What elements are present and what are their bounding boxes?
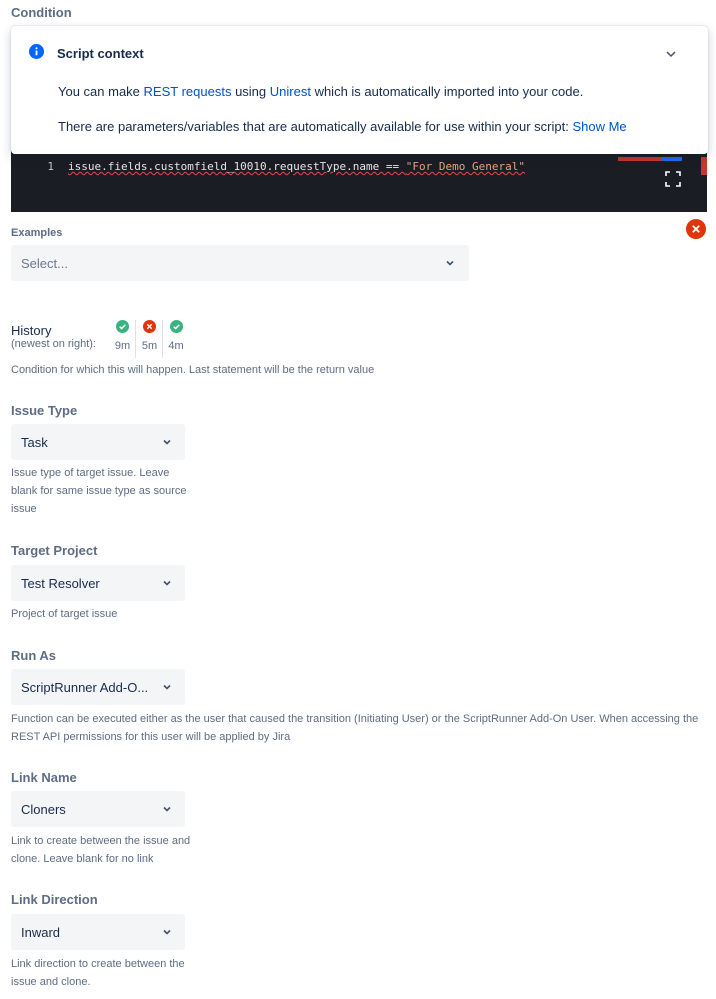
code-string: "For Demo General" (405, 160, 525, 173)
history-entry[interactable] (163, 320, 189, 352)
text: There are parameters/variables that are automatically available for use within your script: (58, 119, 573, 134)
history-entry[interactable] (137, 320, 163, 358)
condition-label: Condition (11, 5, 72, 20)
unirest-link[interactable]: Unirest (269, 84, 311, 99)
chevron-down-icon (162, 682, 172, 692)
examples-label: Examples (11, 227, 63, 239)
info-marker (662, 157, 682, 161)
run-as-help: Function can be executed either as the user that caused the transition (Initiating User) or the ScriptRunner Add-On User. When accessing the REST API permissions for this user will be applied by Jira (11, 713, 699, 743)
examples-select[interactable] (11, 245, 469, 281)
run-as-value: ScriptRunner Add-O... (21, 680, 149, 695)
target-project-label: Target Project (11, 543, 98, 558)
issue-type-help: Issue type of target issue. Leave blank for same issue type as source issue (11, 467, 187, 515)
target-project-select[interactable] (11, 565, 185, 601)
link-direction-select[interactable] (11, 914, 185, 950)
condition-help-text: Condition for which this will happen. Last statement will be the return value (11, 364, 375, 376)
history-time: 9m (114, 340, 131, 352)
issue-type-select[interactable] (11, 424, 185, 460)
target-project-help: Project of target issue (11, 608, 118, 620)
examples-placeholder: Select... (21, 256, 68, 271)
history-title: History (11, 323, 52, 338)
chevron-down-icon (162, 804, 172, 814)
link-direction-help: Link direction to create between the issue and clone. (11, 958, 185, 988)
code-expression: issue.fields.customfield_10010.requestType.name == (68, 160, 406, 173)
rest-requests-link[interactable]: REST requests (143, 84, 232, 99)
chevron-down-icon (445, 258, 455, 268)
script-context-popover (11, 26, 708, 154)
collapse-chevron-icon[interactable] (665, 48, 677, 60)
popover-title: Script context (57, 46, 144, 61)
code-line[interactable] (68, 160, 525, 173)
info-icon (29, 44, 44, 59)
history-subtitle: (newest on right): (11, 338, 96, 350)
check-circle-icon (116, 320, 129, 333)
popover-line-params (58, 119, 627, 134)
run-as-select[interactable] (11, 669, 185, 705)
link-direction-label: Link Direction (11, 892, 98, 907)
error-circle-icon (143, 320, 156, 333)
show-me-link[interactable]: Show Me (572, 119, 627, 134)
text: using (231, 84, 270, 99)
issue-type-value: Task (21, 435, 48, 450)
popover-line-rest (58, 84, 583, 99)
chevron-down-icon (162, 927, 172, 937)
target-project-value: Test Resolver (21, 576, 100, 591)
fullscreen-icon[interactable] (665, 171, 681, 187)
issue-type-label: Issue Type (11, 403, 78, 418)
text: You can make (58, 84, 144, 99)
link-name-help: Link to create between the issue and clone. Leave blank for no link (11, 835, 191, 865)
error-marker (618, 157, 662, 161)
chevron-down-icon (162, 578, 172, 588)
text: which is automatically imported into your code. (310, 84, 584, 99)
history-entry[interactable] (110, 320, 136, 358)
check-circle-icon (170, 320, 183, 333)
scrollbar-error-marker (701, 157, 707, 175)
run-as-label: Run As (11, 648, 57, 663)
link-name-label: Link Name (11, 770, 77, 785)
link-direction-value: Inward (21, 925, 61, 940)
history-time: 4m (168, 340, 184, 352)
link-name-select[interactable] (11, 791, 185, 827)
chevron-down-icon (162, 437, 172, 447)
link-name-value: Cloners (21, 802, 66, 817)
history-time: 5m (141, 340, 158, 352)
error-icon[interactable] (686, 219, 706, 239)
line-number: 1 (47, 160, 54, 173)
